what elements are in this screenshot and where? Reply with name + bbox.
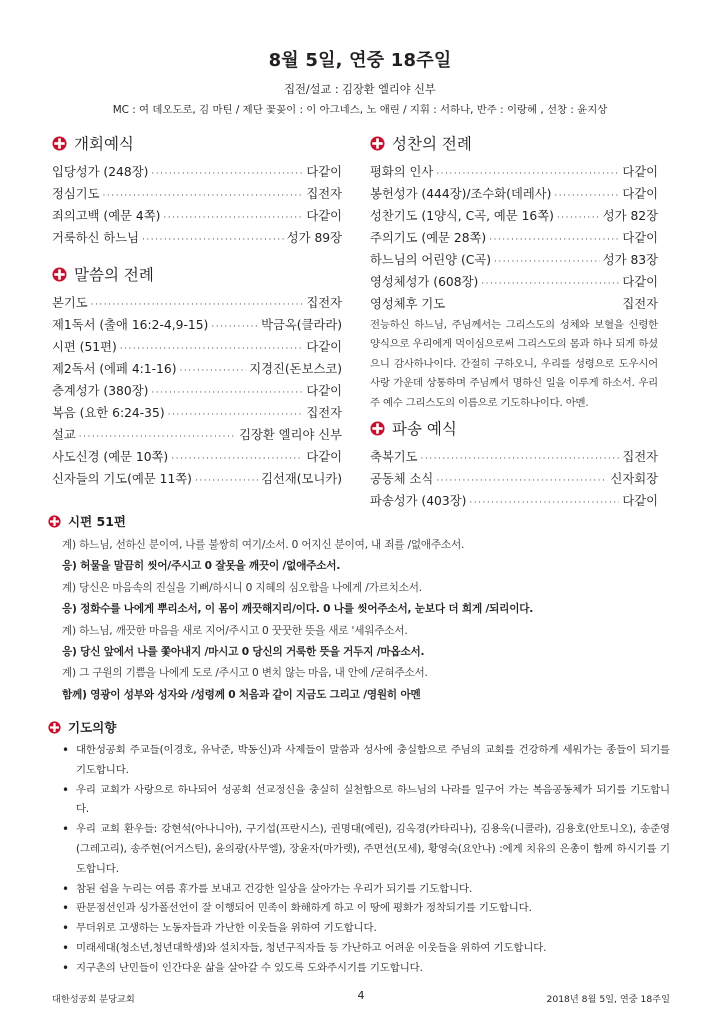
post-communion-prayer: 전능하신 하느님, 주님께서는 그리스도의 성체와 보혈을 신령한 양식으로 우리에게 먹이심으로써 그리스도의 몸과 하나 되게 하셨으니 감사하나이다. 간절히 구하오니, 우리를 성령으로 도우시어 사랑 가운데 상통하며 주님께서 명하신 일을 이루게 하소서. 우리 주 예수 그리스도의 이름으로 기도하나이다. 아멘. <box>370 319 658 409</box>
liturgy-row <box>52 184 342 206</box>
row-value: 박금옥(클라라) <box>261 318 342 332</box>
liturgy-row <box>52 359 342 381</box>
intention-item: • 무더위로 고생하는 노동자들과 가난한 이웃들을 위하여 기도합니다. <box>60 919 670 939</box>
dot-leader <box>557 214 600 223</box>
row-label: 제2독서 (에페 4:1-16) <box>52 362 177 376</box>
row-label: 입당성가 (248장) <box>52 165 149 179</box>
liturgy-row <box>52 403 342 425</box>
row-label: 평화의 인사 <box>370 165 434 179</box>
liturgy-row <box>370 491 658 513</box>
liturgy-row <box>52 293 342 315</box>
section-title: 성찬의 전례 <box>392 135 472 153</box>
dot-leader <box>436 477 607 486</box>
psalm-verse: 계) 하느님, 선하신 분이여, 나를 불쌍히 여기/소서. 0 어지신 분이여, 내 죄를 /없애주소서. <box>62 539 465 551</box>
celebrant-line: 집전/설교 : 김장환 엘리야 신부 <box>284 83 436 96</box>
row-value: 김장환 엘리야 신부 <box>239 428 342 442</box>
dot-leader <box>494 258 600 267</box>
footer-church: 대한성공회 분당교회 <box>52 994 135 1005</box>
row-value: 다같이 <box>306 384 342 398</box>
liturgy-row <box>52 162 342 184</box>
intention-item: • 대한성공회 주교들(이경호, 유낙준, 박동신)과 사제들이 말씀과 성사에 충실함으로 주님의 교회를 건강하게 세워가는 종들이 되기를 기도합니다. <box>60 741 670 781</box>
liturgy-row <box>370 272 658 294</box>
liturgy-row <box>370 250 658 272</box>
liturgy-row <box>370 184 658 206</box>
cross-icon <box>52 136 67 151</box>
liturgy-row <box>370 228 658 250</box>
section-title: 시편 51편 <box>68 514 126 529</box>
row-label: 제1독서 (출애 16:2-4,9-15) <box>52 318 209 332</box>
section-header-psalm <box>48 511 668 531</box>
dot-leader <box>195 477 258 486</box>
page-footer <box>52 991 670 1005</box>
dot-leader <box>120 345 304 354</box>
liturgy-row <box>52 447 342 469</box>
liturgy-row <box>370 162 658 184</box>
dot-leader <box>171 455 303 464</box>
row-label: 봉헌성가 (444장)/조수화(데레사) <box>370 187 552 201</box>
row-value: 다같이 <box>306 165 342 179</box>
row-value: 다같이 <box>306 450 342 464</box>
row-label: 시편 (51편) <box>52 340 117 354</box>
row-value: 다같이 <box>622 231 658 245</box>
section-header-word <box>52 263 342 285</box>
dot-leader <box>180 367 247 376</box>
liturgy-row <box>370 206 658 228</box>
right-column <box>370 132 658 513</box>
row-value: 김선재(모니카) <box>261 472 342 486</box>
dot-leader <box>481 280 619 289</box>
row-value: 집전자 <box>622 450 658 465</box>
psalm-response: 응) 당신 앞에서 나를 쫓아내지 /마시고 0 당신의 거룩한 뜻을 거두지 /마옵소서. <box>62 645 425 658</box>
liturgy-row <box>52 469 342 491</box>
section-header-opening <box>52 132 342 154</box>
sacrament-list <box>370 162 658 316</box>
dot-leader <box>79 433 236 442</box>
row-label: 죄의고백 (예문 4쪽) <box>52 209 161 223</box>
liturgy-row <box>370 469 658 491</box>
liturgy-row <box>370 294 658 316</box>
row-label: 성찬기도 (1양식, C곡, 예문 16쪽) <box>370 209 554 223</box>
liturgy-row <box>52 337 342 359</box>
section-title: 말씀의 전례 <box>74 266 154 284</box>
row-value: 다같이 <box>622 187 658 201</box>
row-label: 공동체 소식 <box>370 472 434 487</box>
row-label: 사도신경 (예문 10쪽) <box>52 450 169 464</box>
liturgy-row <box>52 315 342 337</box>
intentions-section <box>48 717 670 979</box>
cross-icon <box>48 721 61 734</box>
cross-icon <box>370 136 385 151</box>
row-value: 집전자 <box>306 187 342 201</box>
row-value: 다같이 <box>622 275 658 289</box>
intention-item: • 미래세대(청소년,청년대학생)와 설치자들, 청년구직자들 등 가난하고 어려운 이웃들을 위하여 기도합니다. <box>60 939 670 959</box>
page-number: 4 <box>357 989 365 1002</box>
liturgy-row <box>370 447 658 469</box>
ministers-line: MC : 여 데오도로, 김 마틴 / 제단 꽃꽂이 : 이 아그네스, 노 애린 / 지휘 : 서하나, 반주 : 이랑혜 , 선창 : 윤지상 <box>112 104 608 116</box>
dismissal-list <box>370 447 658 513</box>
intention-item: • 우리 교회가 사랑으로 하나되어 성공회 선교정신을 충실히 실천함으로 하느님의 나라를 일구어 가는 복음공동체가 되기를 기도합니다. <box>60 781 670 821</box>
page-title: 8월 5일, 연중 18주일 <box>268 50 452 71</box>
row-label: 영성체후 기도 <box>370 297 446 311</box>
intention-item: • 지구촌의 난민들이 인간다운 삶을 살아갈 수 있도록 도와주시기를 기도합니다. <box>60 959 670 979</box>
row-value: 집전자 <box>622 297 658 311</box>
psalm-response: 함께) 영광이 성부와 성자와 /성령께 0 처음과 같이 지금도 그리고 /영원히 아멘 <box>62 688 421 701</box>
intention-item: • 참된 쉼을 누리는 여름 휴가를 보내고 건강한 일상을 살아가는 우리가 되기를 기도합니다. <box>60 880 670 900</box>
left-column <box>52 132 342 491</box>
row-label: 주의기도 (예문 28쪽) <box>370 231 487 245</box>
section-header-dismissal <box>370 417 658 439</box>
liturgy-row <box>52 228 342 250</box>
intention-item: • 판문점선인과 싱가폴선언이 잘 이행되어 민족이 화해하게 하고 이 땅에 평화가 정착되기를 기도합니다. <box>60 899 670 919</box>
intentions-list <box>48 741 670 979</box>
dot-leader <box>168 411 304 420</box>
section-header-intentions <box>48 717 670 737</box>
row-value: 다같이 <box>622 165 658 179</box>
dot-leader <box>151 389 303 398</box>
section-title: 기도의향 <box>68 720 117 735</box>
row-value: 성가 82장 <box>602 209 658 223</box>
opening-list <box>52 162 342 250</box>
dot-leader <box>211 323 258 332</box>
row-value: 성가 89장 <box>286 231 342 245</box>
row-label: 정심기도 <box>52 187 100 201</box>
psalm-verse: 계) 당신은 마음속의 진실을 기뻐/하시니 0 지혜의 심오함을 나에게 /가르치소서. <box>62 581 422 594</box>
row-label: 영성체성가 (608장) <box>370 275 479 289</box>
row-label: 신자들의 기도(예문 11쪽) <box>52 472 192 486</box>
cross-icon <box>48 515 61 528</box>
dot-leader <box>489 236 619 245</box>
row-label: 하느님의 어린양 (C곡) <box>370 253 492 267</box>
dot-leader <box>103 192 304 201</box>
footer-date: 2018년 8월 5일, 연중 18주일 <box>546 994 670 1005</box>
row-label: 파송성가 (403장) <box>370 494 467 509</box>
dot-leader <box>436 170 619 179</box>
dot-leader <box>163 214 303 223</box>
section-header-sacrament <box>370 132 658 154</box>
intention-item: • 우리 교회 환우들: 강현석(아나니아), 구기섭(프란시스), 권명대(에린), 김옥경(카타리나), 김용욱(니콜라), 김용호(안토니오), 송준영(그레고리), 송주현(어거스틴), 윤의광(사무엘), 장윤자(마가렛), 주면선(모세), 황영숙(요안나) :에게 치유의 은총이 함께 하시기를 기도합니다. <box>60 820 670 879</box>
row-label: 거룩하신 하느님 <box>52 231 140 245</box>
row-value: 집전자 <box>306 296 342 310</box>
row-label: 복음 (요한 6:24-35) <box>52 406 165 420</box>
liturgy-row <box>52 425 342 447</box>
dot-leader <box>91 301 304 310</box>
row-label: 축복기도 <box>370 450 418 465</box>
row-value: 다같이 <box>306 209 342 223</box>
row-value: 다같이 <box>622 494 658 509</box>
section-title: 개회예식 <box>74 135 134 153</box>
word-list <box>52 293 342 491</box>
row-value: 다같이 <box>306 340 342 354</box>
psalm-verse: 계) 하느님, 깨끗한 마음을 새로 지어/주시고 0 꿋꿋한 뜻을 새로 '세워주소서. <box>62 624 408 637</box>
psalm-verse: 계) 그 구원의 기쁨을 나에게 도로 /주시고 0 변치 않는 마음, 내 안에 /굳혀주소서. <box>62 667 428 680</box>
row-value: 지경진(돈보스코) <box>249 362 342 376</box>
row-value: 신자회장 <box>610 472 658 487</box>
row-value: 성가 83장 <box>602 253 658 267</box>
psalm-response: 응) 허물을 말끔히 씻어/주시고 0 잘못을 깨끗이 /없애주소서. <box>62 560 341 573</box>
cross-icon <box>370 421 385 436</box>
psalm-section <box>48 511 668 706</box>
liturgy-row <box>52 381 342 403</box>
row-label: 본기도 <box>52 296 88 310</box>
row-label: 설교 <box>52 428 76 442</box>
dot-leader <box>554 192 619 201</box>
row-label: 층계성가 (380장) <box>52 384 149 398</box>
liturgy-row <box>52 206 342 228</box>
cross-icon <box>52 267 67 282</box>
dot-leader <box>142 236 284 245</box>
dot-leader <box>151 170 303 179</box>
section-title: 파송 예식 <box>392 420 457 439</box>
row-value: 집전자 <box>306 406 342 420</box>
dot-leader <box>469 499 619 508</box>
dot-leader <box>421 455 620 464</box>
psalm-response: 응) 정화수를 나에게 뿌리소서, 이 몸이 깨끗해지리/이다. 0 나를 씻어주소서, 눈보다 더 희게 /되리이다. <box>62 603 534 616</box>
